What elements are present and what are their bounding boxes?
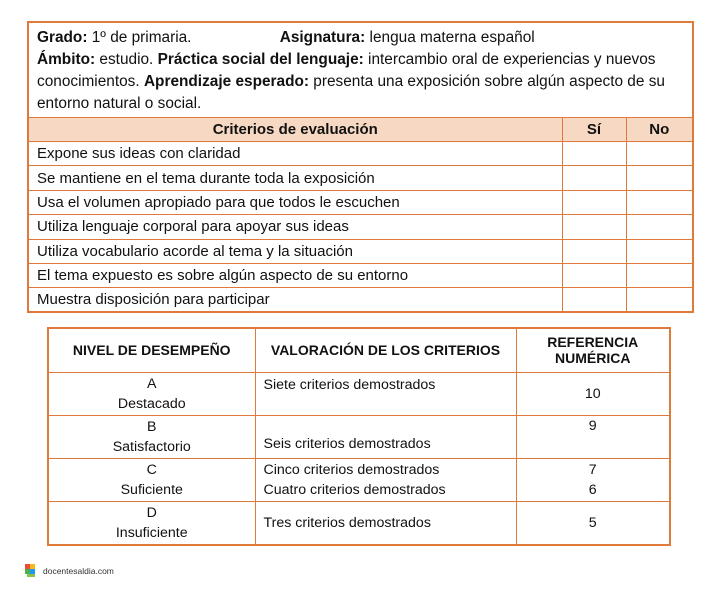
level-name: Destacado: [117, 395, 186, 412]
level-cell: [48, 372, 255, 415]
referencia-header-line1: REFERENCIA: [547, 334, 639, 351]
valoracion-text: Cuatro criterios demostrados: [263, 481, 446, 498]
footer-site-text[interactable]: docentesaldia.com: [43, 566, 114, 576]
valoracion-text: Siete criterios demostrados: [263, 376, 436, 393]
ambito-label: Ámbito:: [37, 51, 96, 68]
si-cell[interactable]: [562, 190, 626, 214]
criteria-text: El tema expuesto es sobre algún aspecto de su entorno: [28, 263, 562, 287]
criteria-row: [28, 166, 693, 190]
level-row: [48, 372, 670, 415]
level-cell: [48, 415, 255, 458]
criteria-text: Utiliza vocabulario acorde al tema y la situación: [28, 239, 562, 263]
aprendizaje-value: presenta una exposición sobre algún aspecto de su entorno natural o social.: [37, 73, 665, 112]
si-cell[interactable]: [562, 263, 626, 287]
numeric-cell: [516, 415, 670, 458]
practica-value: intercambio oral de experiencias y nuevos conocimientos.: [37, 51, 656, 90]
valoracion-cell: [255, 458, 516, 501]
valoracion-cell: [255, 372, 516, 415]
level-name: Insuficiente: [115, 524, 188, 541]
level-name: Suficiente: [120, 481, 183, 498]
criteria-header: Criterios de evaluación: [28, 118, 562, 142]
valoracion-text: Cinco criterios demostrados: [263, 461, 440, 478]
level-name: Satisfactorio: [112, 438, 191, 455]
numeric-value: 9: [588, 417, 597, 434]
no-cell[interactable]: [626, 288, 693, 312]
level-letter: B: [147, 418, 157, 435]
si-cell[interactable]: [562, 239, 626, 263]
numeric-value: 6: [588, 481, 597, 498]
ambito-value: estudio.: [99, 51, 154, 68]
criteria-text: Utiliza lenguaje corporal para apoyar sus ideas: [28, 215, 562, 239]
level-letter: D: [146, 504, 157, 521]
criteria-row: [28, 263, 693, 287]
numeric-cell: [516, 372, 670, 415]
si-cell[interactable]: [562, 215, 626, 239]
numeric-cell: [516, 458, 670, 501]
level-cell: [48, 458, 255, 501]
level-letter: A: [147, 375, 157, 392]
asignatura-label: Asignatura:: [279, 29, 366, 46]
valoracion-cell: [255, 415, 516, 458]
rubric-table: [27, 21, 694, 313]
si-cell[interactable]: [562, 288, 626, 312]
referencia-header-line2: NUMÉRICA: [555, 350, 631, 367]
no-cell[interactable]: [626, 215, 693, 239]
no-cell[interactable]: [626, 190, 693, 214]
no-cell[interactable]: [626, 166, 693, 190]
footer: [25, 564, 114, 578]
practica-label: Práctica social del lenguaje:: [157, 51, 364, 68]
criteria-row: [28, 239, 693, 263]
valoracion-text: Seis criterios demostrados: [263, 435, 431, 452]
level-letter: C: [146, 461, 157, 478]
si-header: Sí: [562, 118, 626, 142]
numeric-value: 5: [588, 514, 597, 531]
no-cell[interactable]: [626, 239, 693, 263]
performance-levels-table: [47, 327, 671, 546]
level-row: [48, 415, 670, 458]
level-cell: [48, 501, 255, 545]
criteria-row: [28, 288, 693, 312]
si-cell[interactable]: [562, 166, 626, 190]
criteria-text: Muestra disposición para participar: [28, 288, 562, 312]
asignatura-value: lengua materna español: [369, 29, 535, 46]
docentes-logo-icon: [25, 564, 39, 578]
criteria-text: Usa el volumen apropiado para que todos le escuchen: [28, 190, 562, 214]
valoracion-cell: [255, 501, 516, 545]
level-row: [48, 501, 670, 545]
numeric-cell: [516, 501, 670, 545]
referencia-header: [516, 328, 670, 372]
no-cell[interactable]: [626, 263, 693, 287]
criteria-text: Se mantiene en el tema durante toda la exposición: [28, 166, 562, 190]
criteria-row: [28, 142, 693, 166]
grado-label: Grado:: [37, 29, 88, 46]
numeric-value: 10: [584, 385, 601, 402]
criteria-row: [28, 190, 693, 214]
valoracion-header: VALORACIÓN DE LOS CRITERIOS: [255, 328, 516, 372]
nivel-header: NIVEL DE DESEMPEÑO: [48, 328, 255, 372]
aprendizaje-label: Aprendizaje esperado:: [143, 73, 310, 90]
level-row: [48, 458, 670, 501]
valoracion-text: Tres criterios demostrados: [263, 514, 431, 531]
si-cell[interactable]: [562, 142, 626, 166]
no-header: No: [626, 118, 693, 142]
no-cell[interactable]: [626, 142, 693, 166]
criteria-row: [28, 215, 693, 239]
rubric-header: [28, 22, 693, 118]
criteria-text: Expone sus ideas con claridad: [28, 142, 562, 166]
grado-value: 1º de primaria.: [91, 29, 192, 46]
numeric-value: 7: [588, 461, 597, 478]
